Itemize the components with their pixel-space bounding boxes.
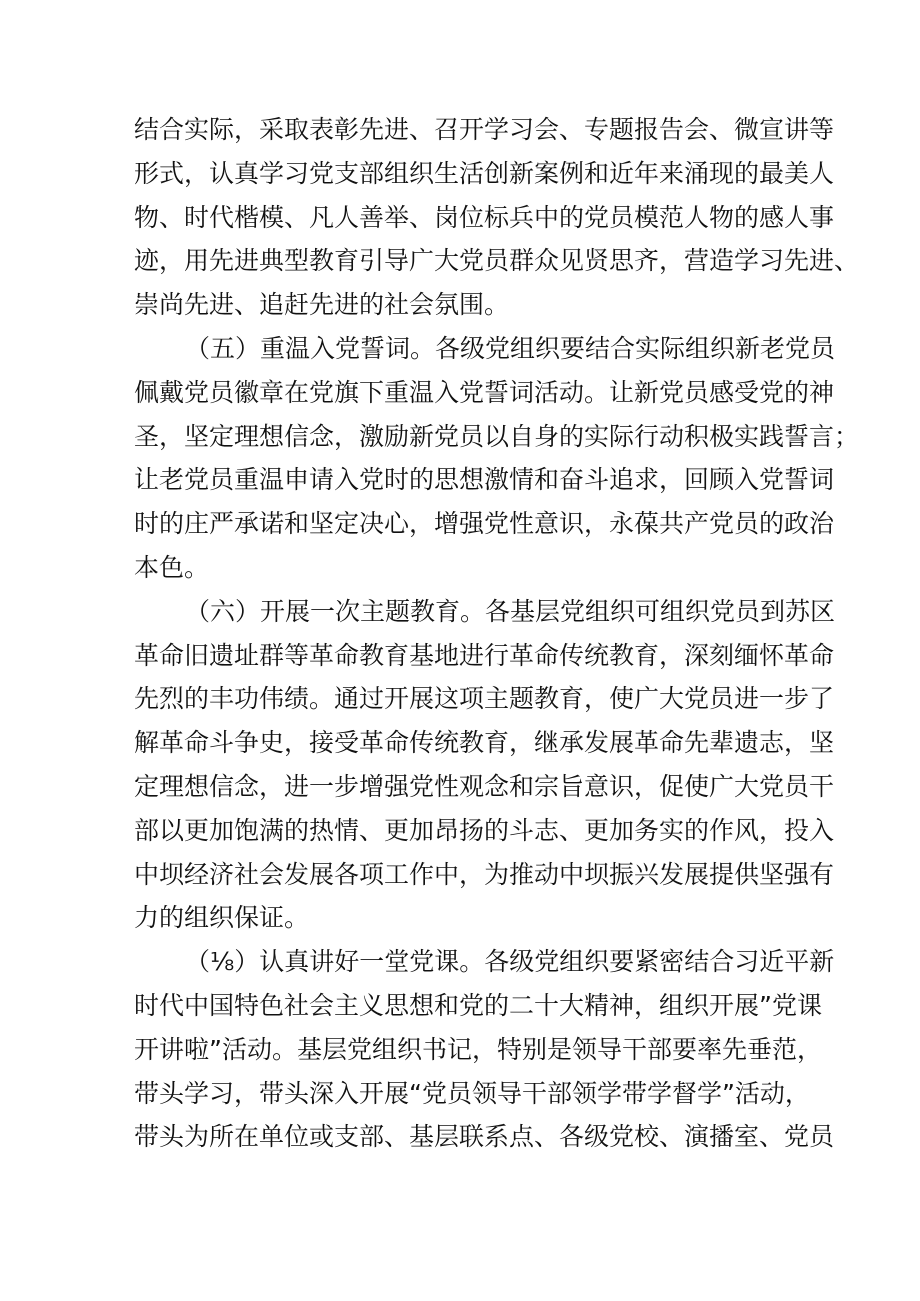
- text-line: 定理想信念，进一步增强党性观念和宗旨意识，促使广大党员干: [134, 771, 835, 801]
- text-line: 让老党员重温申请入党时的思想激情和奋斗追求，回顾入党誓词: [134, 465, 835, 495]
- text-line: 先烈的丰功伟绩。通过开展这项主题教育，使广大党员进一步了: [134, 684, 835, 714]
- text-line: 带头学习，带头深入开展“党员领导干部领学带学督学”活动，: [134, 1078, 810, 1108]
- paragraph: [134, 940, 835, 1159]
- text-line: 革命旧遗址群等革命教育基地进行革命传统教育，深刻缅怀革命: [134, 640, 835, 670]
- text-line: （⅛）认真讲好一堂党课。各级党组织要紧密结合习近平新: [185, 947, 835, 977]
- text-line: 迹，用先进典型教育引导广大党员群众见贤思齐，营造学习先进、: [134, 246, 860, 276]
- text-line: 部以更加饱满的热情、更加昂扬的斗志、更加务实的作风，投入: [134, 815, 835, 845]
- text-line: 崇尚先进、追赶先进的社会氛围。: [134, 290, 510, 320]
- text-line: 佩戴党员徽章在党旗下重温入党誓词活动。让新党员感受党的神: [134, 377, 835, 407]
- document-body: [134, 108, 860, 1159]
- text-line: （五）重温入党誓词。各级党组织要结合实际组织新老党员: [185, 333, 836, 363]
- text-line: 中坝经济社会发展各项工作中，为推动中坝振兴发展提供坚强有: [134, 859, 835, 889]
- text-line: 形式，认真学习党支部组织生活创新案例和近年来涌现的最美人: [134, 158, 835, 188]
- text-line: 解革命斗争史，接受革命传统教育，继承发展革命先辈遗志，坚: [134, 728, 835, 758]
- paragraph: [134, 327, 860, 590]
- text-line: （六）开展一次主题教育。各基层党组织可组织党员到苏区: [185, 596, 836, 626]
- text-line: 时代中国特色社会主义思想和党的二十大精神，组织开展”党课: [134, 990, 822, 1020]
- text-line: 时的庄严承诺和坚定决心，增强党性意识，永葆共产党员的政治: [134, 509, 835, 539]
- text-line: 圣，坚定理想信念，激励新党员以自身的实际行动积极实践誓言；: [134, 421, 860, 451]
- text-line: 本色。: [134, 552, 210, 582]
- text-line: 物、时代楷模、凡人善举、岗位标兵中的党员模范人物的感人事: [134, 202, 835, 232]
- text-line: 结合实际，采取表彰先进、召开学习会、专题报告会、微宣讲等: [134, 115, 835, 144]
- text-line: 力的组织保证。: [134, 903, 310, 933]
- text-line: 带头为所在单位或支部、基层联系点、各级党校、演播室、党员: [134, 1122, 835, 1152]
- paragraph: [134, 108, 860, 327]
- text-line: 开讲啦”活动。基层党组织书记，特别是领导干部要率先垂范，: [134, 1034, 822, 1064]
- paragraph: [134, 590, 836, 940]
